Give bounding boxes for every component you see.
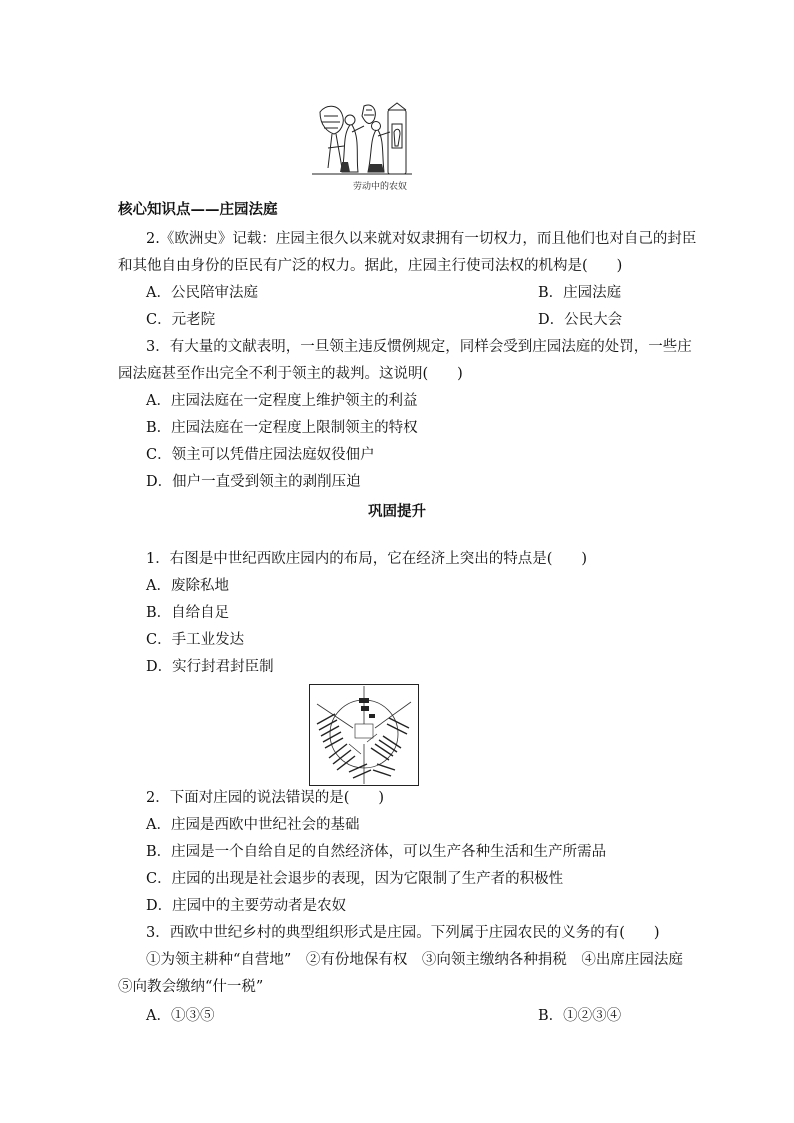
- s2-question-2-option-c[interactable]: C．庄园的出现是社会退步的表现，因为它限制了生产者的积极性: [146, 871, 564, 887]
- question-2-stem-line1: 2.《欧洲史》记载：庄园主很久以来就对奴隶拥有一切权力，而且他们也对自己的封臣: [146, 231, 697, 247]
- question-3-option-a[interactable]: A．庄园法庭在一定程度上维护领主的利益: [146, 393, 418, 409]
- question-3-stem-line1: 3．有大量的文献表明，一旦领主违反惯例规定，同样会受到庄园法庭的处罚，一些庄: [146, 339, 692, 355]
- s2-question-1-stem: 1．右图是中世纪西欧庄园内的布局，它在经济上突出的特点是( ): [146, 551, 588, 567]
- s2-question-1-option-a[interactable]: A．废除私地: [146, 578, 229, 594]
- s2-question-2-option-b[interactable]: B．庄园是一个自给自足的自然经济体，可以生产各种生活和生产所需品: [146, 844, 607, 860]
- question-2-option-d[interactable]: D．公民大会: [538, 312, 623, 328]
- s2-question-1-option-c[interactable]: C．手工业发达: [146, 632, 245, 648]
- section-heading-court: 核心知识点——庄园法庭: [118, 201, 278, 218]
- question-3-option-c[interactable]: C．领主可以凭借庄园法庭奴役佃户: [146, 447, 375, 463]
- s2-question-1-option-d[interactable]: D．实行封君封臣制: [146, 659, 274, 675]
- serfs-illustration: [312, 102, 412, 180]
- s2-question-3-stem-line2: ①为领主耕种“自营地” ②有份地保有权 ③向领主缴纳各种捐税 ④出席庄园法庭: [146, 952, 683, 968]
- s2-question-2-option-d[interactable]: D．庄园中的主要劳动者是农奴: [146, 898, 347, 914]
- s2-question-1-option-b[interactable]: B．自给自足: [146, 605, 230, 621]
- figure-caption: 劳动中的农奴: [352, 182, 407, 192]
- question-2-option-b[interactable]: B．庄园法庭: [538, 285, 622, 301]
- question-2-stem-line2: 和其他自由身份的臣民有广泛的权力。据此，庄园主行使司法权的机构是( ): [118, 258, 623, 274]
- question-2-option-a[interactable]: A．公民陪审法庭: [146, 285, 258, 301]
- question-3-stem-line2: 园法庭甚至作出完全不利于领主的裁判。这说明( ): [118, 366, 463, 382]
- s2-question-2-stem: 2．下面对庄园的说法错误的是( ): [146, 790, 385, 806]
- s2-question-3-option-b[interactable]: B．①②③④: [538, 1008, 622, 1024]
- s2-question-3-stem-line1: 3．西欧中世纪乡村的典型组织形式是庄园。下列属于庄园农民的义务的有( ): [146, 925, 660, 941]
- s2-question-3-option-a[interactable]: A．①③⑤: [146, 1008, 215, 1024]
- manor-layout-map: [309, 684, 419, 786]
- question-3-option-b[interactable]: B．庄园法庭在一定程度上限制领主的特权: [146, 420, 418, 436]
- section-heading-consolidate: 巩固提升: [368, 503, 426, 520]
- question-2-option-c[interactable]: C．元老院: [146, 312, 216, 328]
- question-3-option-d[interactable]: D．佃户一直受到领主的剥削压迫: [146, 474, 361, 490]
- s2-question-2-option-a[interactable]: A．庄园是西欧中世纪社会的基础: [146, 817, 360, 833]
- s2-question-3-stem-line3: ⑤向教会缴纳“什一税”: [118, 979, 264, 995]
